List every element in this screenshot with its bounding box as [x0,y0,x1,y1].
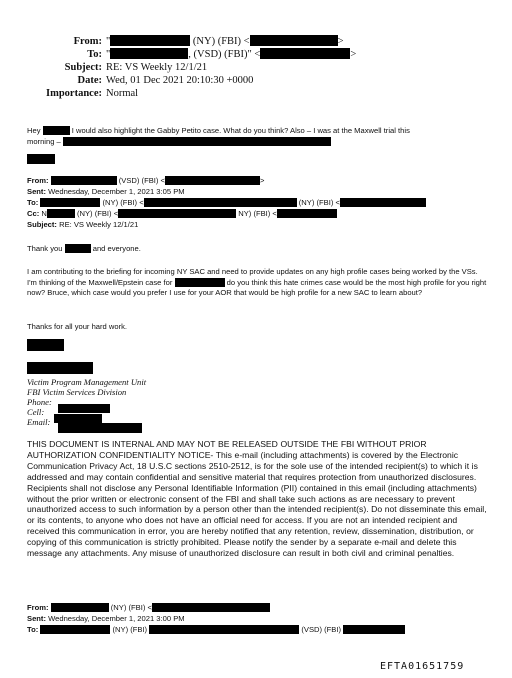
signature-cell: Cell: [27,407,45,417]
redaction [27,359,93,377]
redaction [149,625,299,634]
from-label: From: [73,36,102,47]
redaction [40,625,110,634]
redaction [110,48,188,59]
from-value: " (NY) (FBI) < > [106,36,344,47]
redaction [43,126,70,135]
date-label: Date: [77,75,102,86]
redaction [175,278,225,287]
redaction [40,198,100,207]
to-label: To: [87,49,102,60]
redaction [63,137,331,146]
date-value: Wed, 01 Dec 2021 20:10:30 +0000 [106,75,254,86]
redaction [65,244,91,253]
signature-email: Email: [27,417,51,427]
quoted1-from: From: (VSD) (FBI) < > [27,176,265,185]
reply-line-2: morning – [27,137,331,148]
quoted1-cc: Cc: N (NY) (FBI) < NY) (FBI) < [27,209,337,220]
quoted1-sent: Sent: Wednesday, December 1, 2021 3:05 PM [27,187,185,196]
importance-label: Importance: [46,88,102,99]
subject-value: RE: VS Weekly 12/1/21 [106,62,208,73]
redaction [27,149,55,167]
quoted1-thanks-all: Thanks for all your hard work. [27,322,128,331]
quoted2-sent: Sent: Wednesday, December 1, 2021 3:00 PM [27,614,185,623]
reply-line-1: Hey I would also highlight the Gabby Petito case. What do you think? Also – I was at the Maxwell trial this [27,126,410,135]
redaction [260,48,350,59]
redaction [118,209,236,218]
signature-division: FBI Victim Services Division [27,387,127,397]
to-value: " , (VSD) (FBI)" < > [106,49,357,60]
subject-label: Subject: [64,62,102,73]
redaction [110,35,190,46]
redaction [51,176,117,185]
signature-phone: Phone: [27,397,52,407]
quoted2-to: To: (NY) (FBI) (VSD) (FBI) [27,625,405,636]
redaction [144,198,297,207]
signature-unit: Victim Program Management Unit [27,377,147,387]
redaction [51,603,109,612]
redaction [343,625,405,634]
redaction [340,198,426,207]
quoted1-paragraph: I am contributing to the briefing for incoming NY SAC and need to provide updates on any high profile cases being worked by the VSs. I'm thinking of the Maxwell/Epstein case for do you think this hate crimes case would be the most high profile for you right now? Bruce, which case would you prefer I use for your AOR that would be high profile for a new SAC to learn about? [27,267,487,297]
redaction [250,35,338,46]
quoted1-to: To: (NY) (FBI) < (NY) (FBI) < [27,198,426,209]
document-stamp: EFTA01651759 [380,661,465,672]
redaction [165,176,260,185]
quoted1-thank: Thank you and everyone. [27,244,141,253]
redaction [47,209,75,218]
redaction [152,603,270,612]
redaction [277,209,337,218]
confidentiality-notice: THIS DOCUMENT IS INTERNAL AND MAY NOT BE RELEASED OUTSIDE THE FBI WITHOUT PRIOR AUTHORIZATION CONFIDENTIALITY NOTICE- This e-mail (including attachments) is covered by the Electronic Communication Privacy Act, 18 U.S.C sections 2510-2512, is for the sole use of the intended recipient(s) to which it is addressed and may contain confidential and sensitive material that requires protection from unauthorized disclosures. Recipients shall not disclose any Personal Identifiable Information (PII) contained in this email (including attachments) without the prior written or electronic consent of the FBI and shall take such actions as are necessary to prevent unauthorized access to such information by a person other than the intended recipient(s). Do not disseminate this email, or its contents, to anyone who does not have an official need for access. If you are not an intended recipient and received this communication in error, you are hereby notified that any retention, review, dissemination, distribution, or copying of this communication is strictly prohibited. Please notify the sender by a separate e-mail and delete this message any attachments. Any misuse of unauthorized disclosure can result in both civil and criminal penalties. [27,439,487,559]
redaction [58,418,142,436]
quoted1-subject: Subject: RE: VS Weekly 12/1/21 [27,220,139,229]
quoted2-from: From: (NY) (FBI) < [27,603,270,614]
importance-value: Normal [106,88,139,99]
redaction [27,336,64,354]
